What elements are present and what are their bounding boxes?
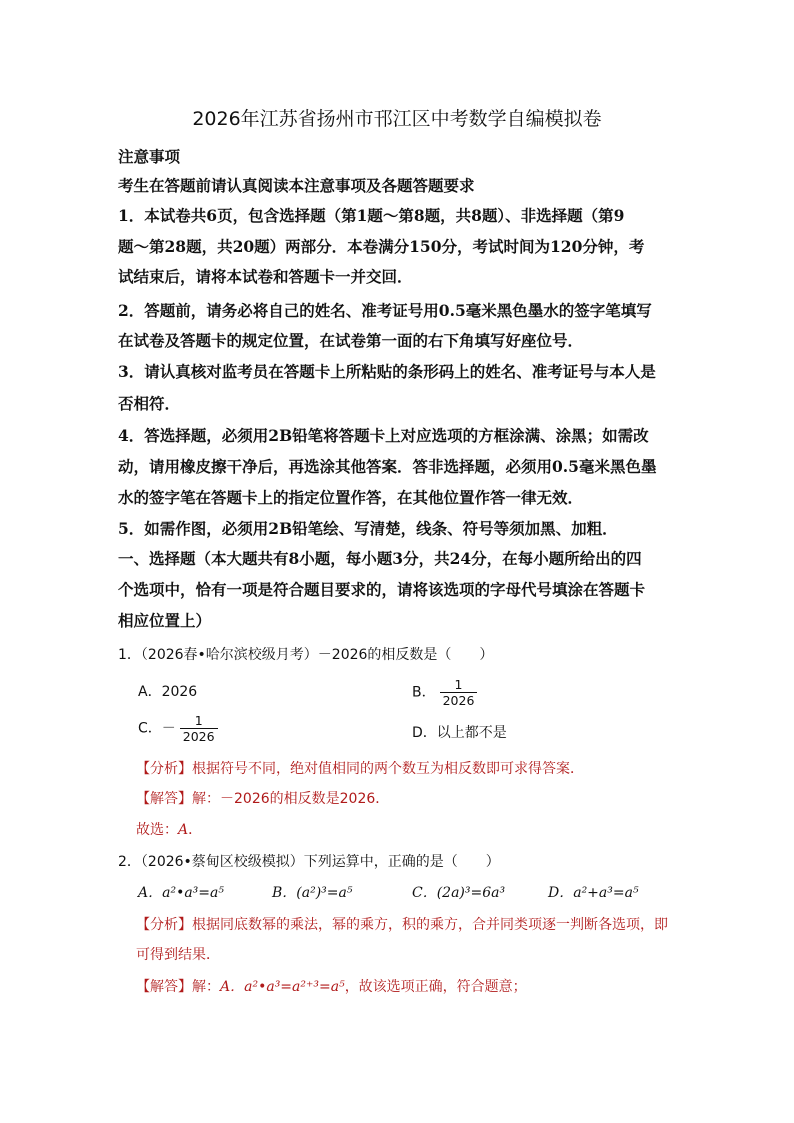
q2-analysis-cont: 可得到结果． xyxy=(136,947,220,963)
q1-option-b-fraction: $\frac{1}{2026}$ xyxy=(440,677,478,708)
q2-option-d: D．a²+a³=a⁵ xyxy=(548,885,639,901)
notice-line: 4．答选择题，必须用2B铅笔将答题卡上对应选项的方框涂满、涂黑；如需改 xyxy=(118,426,649,445)
notice-line: 5．如需作图，必须用2B铅笔绘、写清楚，线条、符号等须加黑、加粗． xyxy=(118,519,618,538)
notice-line: 否相符． xyxy=(118,394,181,413)
notice-line: 在试卷及答题卡的规定位置，在试卷第一面的右下角填写好座位号． xyxy=(118,331,584,350)
q2-analysis: 【分析】根据同底数幂的乘法，幂的乘方，积的乘方，合并同类项逐一判断各选项，即 xyxy=(136,917,668,933)
section-heading-line: 相应位置上） xyxy=(118,611,212,630)
q1-option-a: A．2026 xyxy=(138,684,198,700)
question-2-stem: 2．（2026•蔡甸区校级模拟）下列运算中，正确的是（ ） xyxy=(118,854,500,870)
question-1-stem: 1．（2026春•哈尔滨校级月考）－2026的相反数是（ ） xyxy=(118,647,494,663)
notice-line: 题～第28题，共20题）两部分．本卷满分150分，考试时间为120分钟，考 xyxy=(118,237,645,256)
notice-heading: 注意事项 xyxy=(118,147,181,166)
q1-option-c xyxy=(138,713,218,744)
notice-line: 动，请用橡皮擦干净后，再选涂其他答案．答非选择题，必须用0.5毫米黑色墨 xyxy=(118,457,657,476)
q1-option-c-fraction: $\frac{1}{2026}$ xyxy=(180,713,218,744)
q2-option-b: B．(a²)³=a⁵ xyxy=(272,885,353,901)
q1-option-c-label: C．－ xyxy=(138,720,176,737)
q1-option-b xyxy=(412,677,477,708)
page-title: 2026年江苏省扬州市邗江区中考数学自编模拟卷 xyxy=(192,108,602,130)
q2-option-c: C．(2a)³=6a³ xyxy=(412,885,506,901)
notice-line: 1．本试卷共6页，包含选择题（第1题～第8题，共8题）、非选择题（第9 xyxy=(118,206,625,225)
notice-line: 水的签字笔在答题卡上的指定位置作答，在其他位置作答一律无效． xyxy=(118,488,584,507)
q1-analysis: 【分析】根据符号不同，绝对值相同的两个数互为相反数即可求得答案． xyxy=(136,761,584,777)
q1-option-b-label: B． xyxy=(412,684,436,701)
q1-choice: 故选：A． xyxy=(136,822,203,838)
notice-intro: 考生在答题前请认真阅读本注意事项及各题答题要求 xyxy=(118,176,475,195)
q1-answer: 【解答】解：－2026的相反数是2026． xyxy=(136,791,390,807)
section-heading-line: 个选项中，恰有一项是符合题目要求的，请将该选项的字母代号填涂在答题卡 xyxy=(118,580,646,599)
section-heading-line: 一、选择题（本大题共有8小题，每小题3分，共24分，在每小题所给出的四 xyxy=(118,549,642,568)
notice-line: 3．请认真核对监考员在答题卡上所粘贴的条形码上的姓名、准考证号与本人是 xyxy=(118,362,656,381)
notice-line: 2．答题前，请务必将自己的姓名、准考证号用0.5毫米黑色墨水的签字笔填写 xyxy=(118,301,652,320)
q2-option-a: A．a²•a³=a⁵ xyxy=(138,885,224,901)
q2-answer: 【解答】解：A．a²•a³=a²⁺³=a⁵，故该选项正确，符合题意； xyxy=(136,979,527,995)
q1-option-d: D．以上都不是 xyxy=(412,725,507,741)
notice-line: 试结束后，请将本试卷和答题卡一并交回． xyxy=(118,267,413,286)
